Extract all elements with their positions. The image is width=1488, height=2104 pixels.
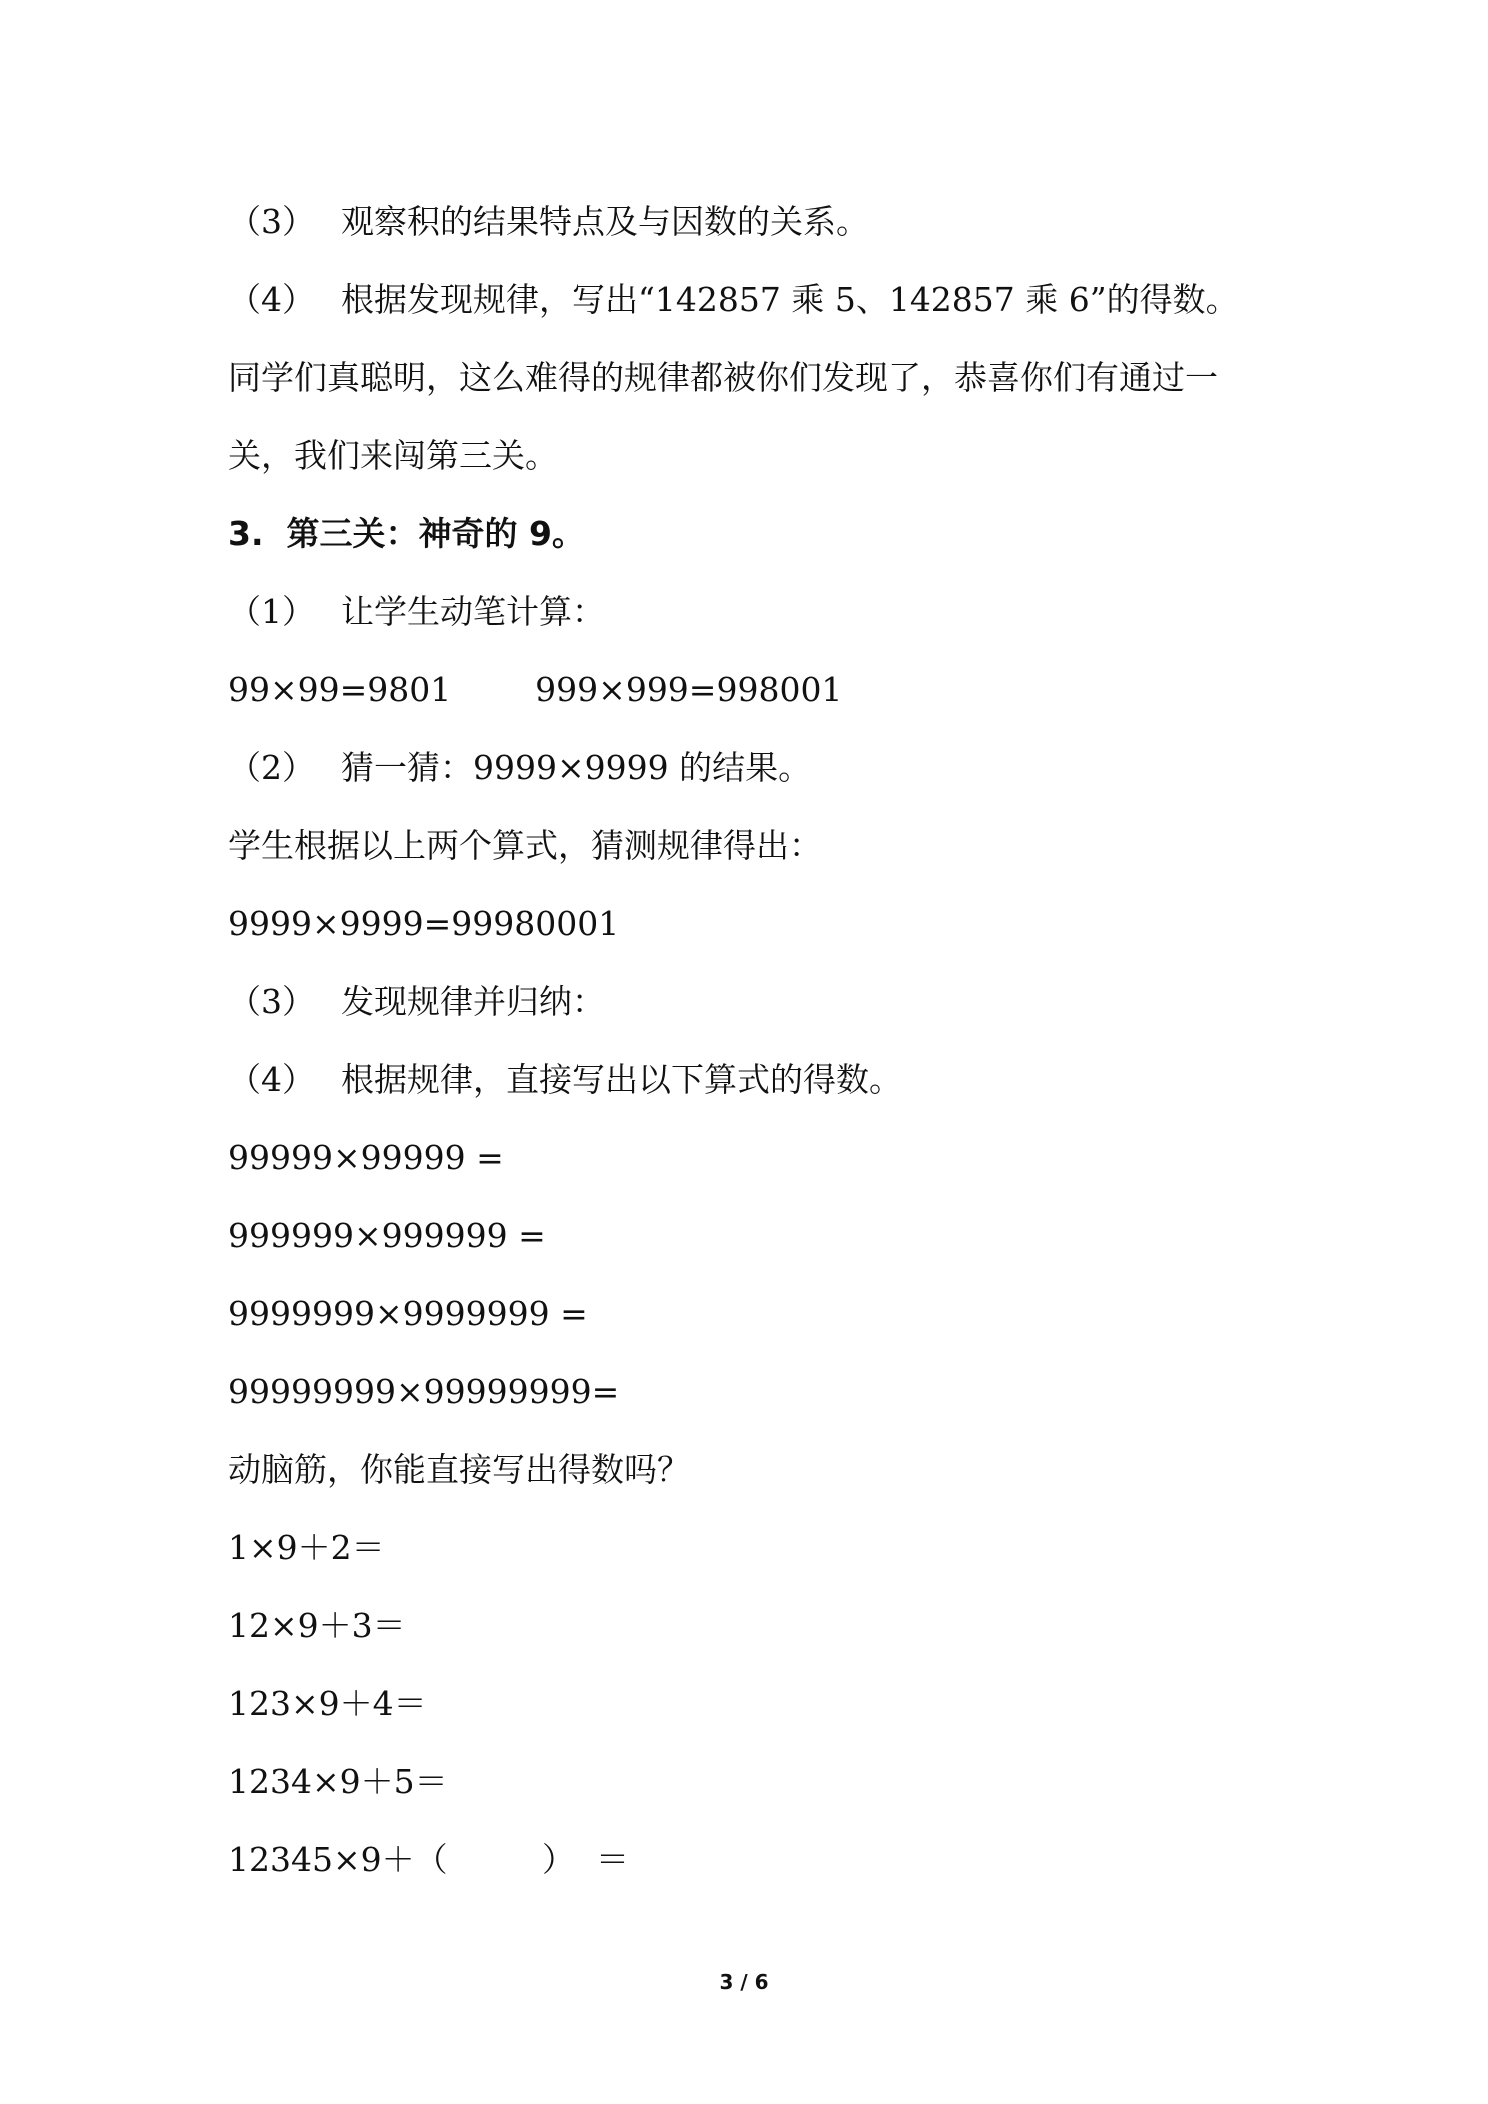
step-number: （1） [228,592,315,631]
step-text: 根据规律，直接写出以下算式的得数。 [341,1060,902,1099]
exercise-line: 99999×99999 = [228,1138,504,1177]
step-text: 让学生动笔计算： [341,592,605,631]
section-heading: 3. 第三关：神奇的 9。 [228,514,585,553]
step-4-line [228,280,1239,320]
page-number: 3 / 6 [719,1970,769,1994]
paragraph-line: 关，我们来闯第三关。 [228,436,558,475]
step-text: 猜一猜：9999×9999 的结果。 [341,748,812,787]
step-text: 发现规律并归纳： [341,982,605,1021]
exercise-line: 1×9＋2＝ [228,1528,385,1567]
step-text: 根据发现规律，写出“142857 乘 5、142857 乘 6”的得数。 [341,280,1239,319]
equation-line: 99×99=9801 999×999=998001 [228,670,843,709]
step-number: （3） [228,982,315,1021]
step-number: （2） [228,748,315,787]
exercise-line: 999999×999999 = [228,1216,546,1255]
step-2-line [228,748,811,788]
step-number: （4） [228,280,315,319]
exercise-line: 9999999×9999999 = [228,1294,588,1333]
step-1-line [228,592,605,632]
exercise-line: 12345×9＋（ ） ＝ [228,1840,630,1879]
exercise-line: 1234×9＋5＝ [228,1762,448,1801]
step-3b-line [228,982,605,1022]
step-number: （3） [228,202,315,241]
step-text: 观察积的结果特点及与因数的关系。 [341,202,869,241]
exercise-line: 123×9＋4＝ [228,1684,427,1723]
step-3-line [228,202,869,242]
step-number: （4） [228,1060,315,1099]
step-4b-line [228,1060,902,1100]
paragraph-line: 学生根据以上两个算式，猜测规律得出： [228,826,822,865]
equation-line: 9999×9999=99980001 [228,904,620,943]
exercise-line: 12×9＋3＝ [228,1606,406,1645]
exercise-line: 99999999×99999999= [228,1372,620,1411]
paragraph-line: 动脑筋，你能直接写出得数吗？ [228,1450,690,1489]
paragraph-line: 同学们真聪明，这么难得的规律都被你们发现了，恭喜你们有通过一 [228,358,1218,397]
